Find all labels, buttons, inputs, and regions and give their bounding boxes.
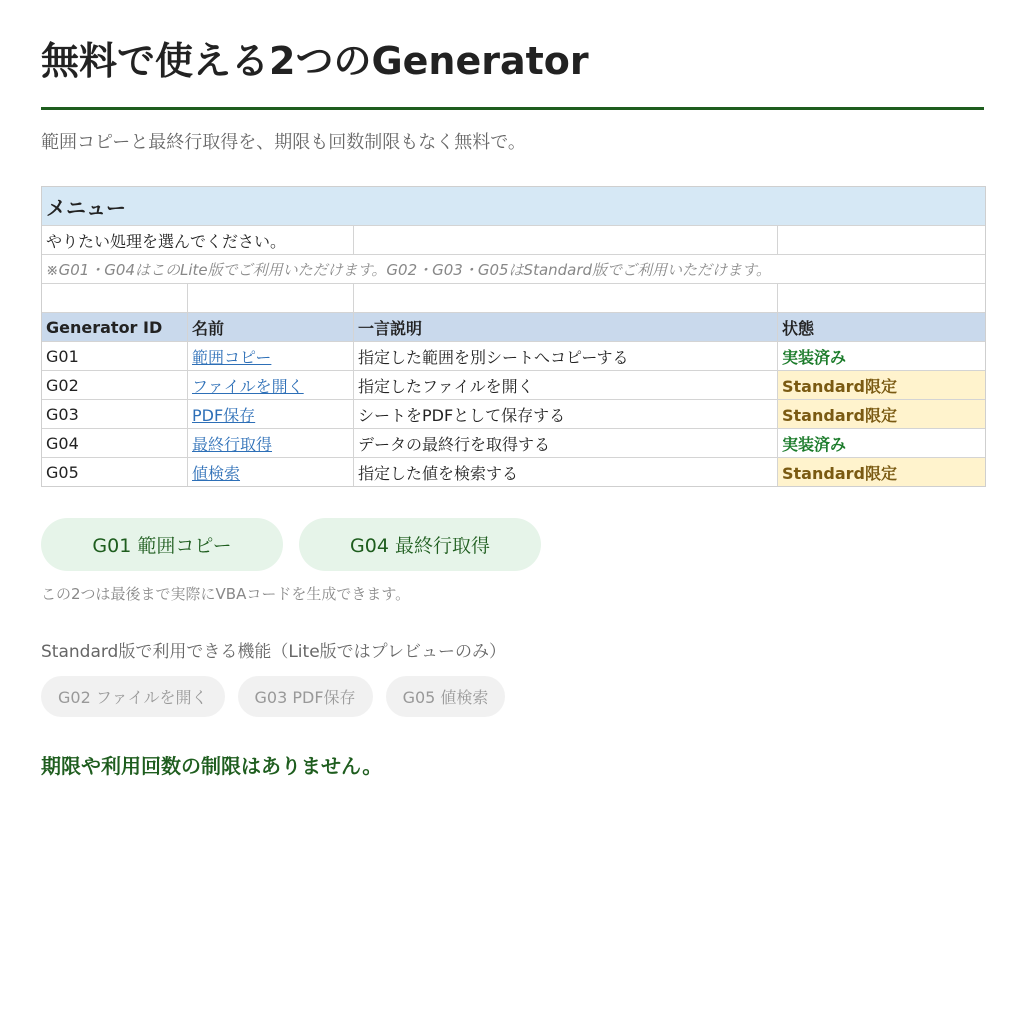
g04-last-row-button[interactable]: G04 最終行取得 <box>299 518 541 571</box>
note-row <box>42 255 985 284</box>
status-badge: 実装済み <box>782 434 847 454</box>
instruction-row <box>42 226 985 255</box>
generator-name-cell <box>188 400 354 428</box>
menu-title: メニュー <box>46 195 126 220</box>
table-header-row <box>42 313 985 342</box>
header-description: 一言説明 <box>354 313 778 341</box>
no-limit-message: 期限や利用回数の制限はありません。 <box>41 754 383 778</box>
empty-cell <box>354 226 778 254</box>
empty-cell <box>778 226 985 254</box>
generator-id: G01 <box>42 342 188 370</box>
free-generators-note: この2つは最後まで実際にVBAコードを生成できます。 <box>41 585 411 603</box>
table-row <box>42 458 985 486</box>
standard-features-heading: Standard版で利用できる機能（Lite版ではプレビューのみ） <box>41 642 506 662</box>
table-row <box>42 429 985 458</box>
generator-link-g02[interactable]: ファイルを開く <box>192 376 304 396</box>
generator-name-cell <box>188 371 354 399</box>
header-generator-id: Generator ID <box>42 313 188 341</box>
table-row <box>42 371 985 400</box>
header-status: 状態 <box>782 318 815 338</box>
spreadsheet-menu <box>41 186 986 487</box>
status-badge: Standard限定 <box>778 400 985 428</box>
chip-g03: G03 PDF保存 <box>238 676 373 717</box>
empty-cell <box>778 284 985 312</box>
table-row <box>42 342 985 371</box>
chip-g05: G05 値検索 <box>386 676 506 717</box>
chip-g02: G02 ファイルを開く <box>41 676 225 717</box>
empty-cell <box>42 284 188 312</box>
g01-range-copy-button[interactable]: G01 範囲コピー <box>41 518 283 571</box>
empty-cell <box>188 284 354 312</box>
generator-id: G05 <box>42 458 188 486</box>
status-badge: Standard限定 <box>778 458 985 486</box>
blank-row <box>42 284 985 313</box>
title-divider <box>41 107 984 110</box>
generator-id: G04 <box>42 429 188 457</box>
page-title: 無料で使える2つのGenerator <box>41 39 589 83</box>
generator-name-cell <box>188 458 354 486</box>
generator-name-cell <box>188 429 354 457</box>
generator-description: シートをPDFとして保存する <box>354 400 778 428</box>
generator-description: データの最終行を取得する <box>354 429 778 457</box>
generator-description: 指定した範囲を別シートへコピーする <box>354 342 778 370</box>
empty-cell <box>354 284 778 312</box>
generator-description: 指定した値を検索する <box>354 458 778 486</box>
generator-link-g01[interactable]: 範囲コピー <box>192 347 272 367</box>
generator-id: G02 <box>42 371 188 399</box>
status-badge: 実装済み <box>782 347 847 367</box>
instruction-text: やりたい処理を選んでください。 <box>42 226 354 254</box>
generator-link-g03[interactable]: PDF保存 <box>192 405 256 425</box>
availability-note: ※G01・G04はこのLite版でご利用いただけます。G02・G03・G05はStandard版でご利用いただけます。 <box>46 260 771 279</box>
generator-name-cell <box>188 342 354 370</box>
status-badge: Standard限定 <box>778 371 985 399</box>
table-row <box>42 400 985 429</box>
free-generator-buttons <box>41 518 541 571</box>
menu-title-row <box>42 187 985 226</box>
page-subtitle: 範囲コピーと最終行取得を、期限も回数制限もなく無料で。 <box>41 132 526 153</box>
generator-id: G03 <box>42 400 188 428</box>
generator-link-g04[interactable]: 最終行取得 <box>192 434 273 454</box>
generator-link-g05[interactable]: 値検索 <box>192 463 241 483</box>
header-name: 名前 <box>188 313 354 341</box>
standard-feature-chips <box>41 676 505 717</box>
generator-description: 指定したファイルを開く <box>354 371 778 399</box>
